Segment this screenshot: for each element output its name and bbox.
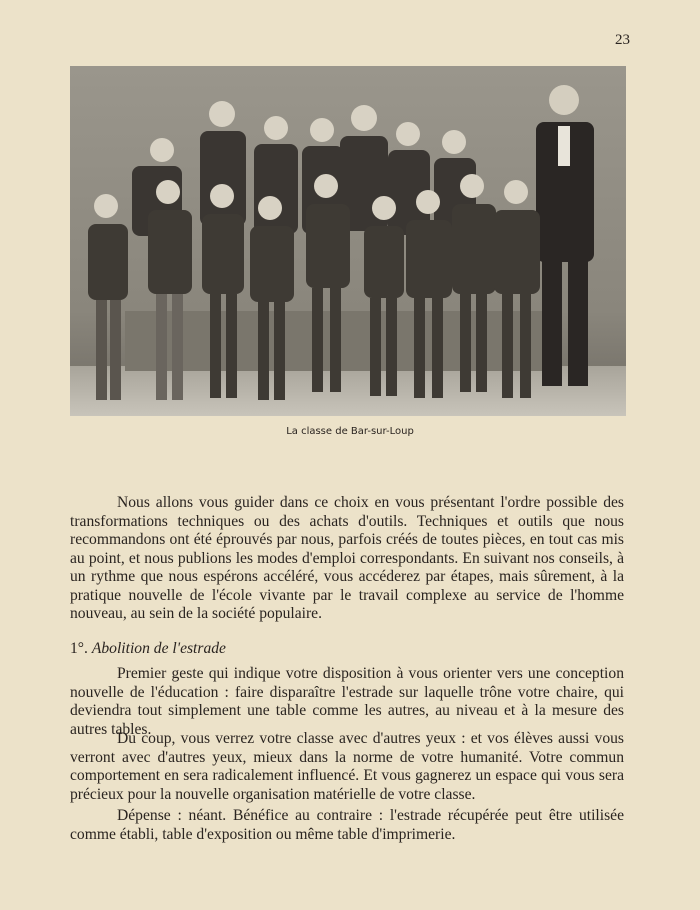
section-heading	[70, 640, 226, 658]
section-number: 1°.	[70, 640, 88, 657]
intro-paragraph: Nous allons vous guider dans ce choix en vous présentant l'ordre possible des transformations techniques ou des achats d'outils. Techniques et outils que nous recommandons ont été éprouvés par nous, parfois créés de toutes pièces, en tout cas mis au point, et nous publions les modes d'emploi correspondants. En suivant nos conseils, à un rythme que nous espérons accéléré, vous accéderez par étapes, mais sûrement, à la pratique nouvelle de l'école vivante par le travail complexe au service de l'homme nouveau, au sein de la société populaire.	[70, 494, 624, 622]
section-paragraph-3: Dépense : néant. Bénéfice au contraire : l'estrade récupérée peut être utilisée comme établi, table d'exposition ou même table d'imprimerie.	[70, 807, 624, 843]
class-photo	[70, 66, 626, 416]
photo-caption: La classe de Bar-sur-Loup	[286, 426, 414, 437]
section-title: Abolition de l'estrade	[91, 640, 226, 657]
section-paragraph-1: Premier geste qui indique votre disposition à vous orienter vers une conception nouvelle de l'éducation : faire disparaître l'estrade sur laquelle trône votre chaire, qui deviendra tout simplement une table comme les autres, au niveau et à la mesure des autres tables.	[70, 665, 624, 738]
page-number: 23	[615, 32, 630, 48]
section-paragraph-2: Du coup, vous verrez votre classe avec d'autres yeux : et vos élèves aussi vous verront avec d'autres yeux, mieux dans la norme de votre humanité. Votre commun comportement en sera radicalement influencé. Et vous gagnerez un espace qui vous sera précieux pour la nouvelle organisation matérielle de votre classe.	[70, 730, 624, 803]
